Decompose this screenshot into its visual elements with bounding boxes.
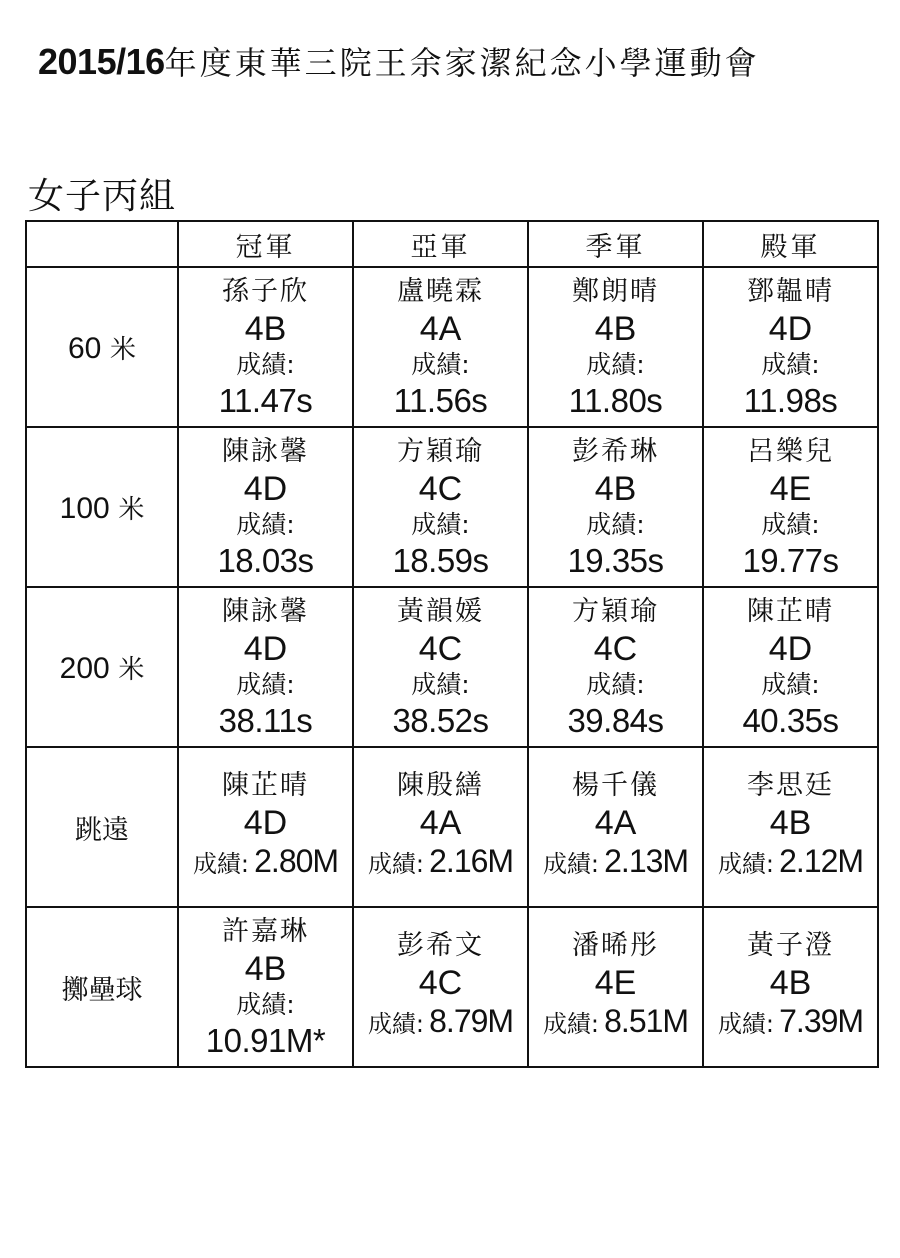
score-value: 8.51M — [604, 1003, 689, 1039]
winner-name: 李思廷 — [747, 770, 834, 801]
score-line — [353, 1002, 528, 1046]
header-row — [26, 221, 878, 267]
result-cell — [528, 907, 703, 1067]
score-value: 38.52s — [392, 702, 489, 739]
winner-name: 楊千儀 — [572, 770, 659, 801]
score-label: 成績: — [411, 510, 470, 539]
header-champion: 冠軍 — [178, 221, 353, 267]
event-row-200m — [26, 587, 878, 747]
result-cell — [703, 267, 878, 427]
event-distance: 100 — [59, 491, 110, 525]
winner-class: 4C — [418, 470, 463, 508]
title-year: 2015/16 — [38, 41, 165, 82]
winner-name: 盧曉霖 — [397, 276, 484, 307]
winner-name: 彭希文 — [397, 930, 484, 961]
winner-class: 4B — [244, 950, 287, 988]
header-second-runner-up: 季軍 — [528, 221, 703, 267]
score-label: 成績: — [761, 510, 820, 539]
event-name-60m — [26, 267, 178, 427]
winner-name: 方穎瑜 — [572, 596, 659, 627]
results-table — [25, 220, 879, 1068]
result-cell — [178, 267, 353, 427]
score-label: 成績: — [717, 850, 775, 878]
score-line — [178, 842, 353, 886]
score-value: 18.03s — [217, 542, 314, 579]
winner-class: 4C — [418, 630, 463, 668]
result-cell — [703, 747, 878, 907]
winner-name: 孫子欣 — [222, 276, 309, 307]
winner-class: 4D — [768, 630, 813, 668]
event-row-100m — [26, 427, 878, 587]
winner-class: 4B — [244, 310, 287, 348]
result-cell — [178, 427, 353, 587]
winner-name: 許嘉琳 — [222, 916, 309, 947]
result-cell — [703, 587, 878, 747]
winner-class: 4B — [769, 804, 812, 842]
score-label: 成績: — [586, 350, 645, 379]
score-value: 2.16M — [429, 843, 514, 879]
winner-name: 彭希琳 — [572, 436, 659, 467]
result-cell — [178, 587, 353, 747]
winner-class: 4B — [594, 310, 637, 348]
winner-name: 陳芷晴 — [222, 770, 309, 801]
score-label: 成績: — [411, 670, 470, 699]
event-name-softball-throw: 擲壘球 — [26, 907, 178, 1067]
score-label: 成績: — [717, 1010, 775, 1038]
result-cell — [528, 587, 703, 747]
result-cell — [178, 907, 353, 1067]
winner-name: 黃子澄 — [747, 930, 834, 961]
winner-class: 4D — [768, 310, 813, 348]
score-label: 成績: — [586, 670, 645, 699]
score-value: 40.35s — [742, 702, 839, 739]
winner-name: 陳芷晴 — [747, 596, 834, 627]
score-value: 18.59s — [392, 542, 489, 579]
score-value: 10.91M* — [205, 1022, 326, 1059]
result-cell — [353, 267, 528, 427]
score-value: 39.84s — [567, 702, 664, 739]
score-label: 成績: — [236, 510, 295, 539]
winner-class: 4A — [419, 310, 462, 348]
header-first-runner-up: 亞軍 — [353, 221, 528, 267]
page-title — [38, 38, 760, 93]
score-label: 成績: — [192, 850, 250, 878]
winner-class: 4D — [243, 470, 288, 508]
result-cell — [528, 267, 703, 427]
result-cell — [528, 427, 703, 587]
winner-class: 4C — [418, 964, 463, 1002]
winner-class: 4D — [243, 804, 288, 842]
score-value: 11.98s — [743, 382, 838, 419]
result-cell — [353, 427, 528, 587]
event-name-long-jump: 跳遠 — [26, 747, 178, 907]
result-cell — [528, 747, 703, 907]
winner-name: 陳詠馨 — [222, 436, 309, 467]
score-value: 11.56s — [393, 382, 488, 419]
result-cell — [703, 427, 878, 587]
result-cell — [703, 907, 878, 1067]
result-cell — [353, 907, 528, 1067]
score-value: 7.39M — [779, 1003, 864, 1039]
score-line — [528, 842, 703, 886]
event-unit: 米 — [118, 494, 145, 525]
score-value: 38.11s — [218, 702, 313, 739]
score-line — [528, 1002, 703, 1046]
winner-class: 4D — [243, 630, 288, 668]
winner-class: 4A — [419, 804, 462, 842]
score-value: 2.80M — [254, 843, 339, 879]
event-distance: 200 — [59, 651, 110, 685]
score-label: 成績: — [411, 350, 470, 379]
score-value: 8.79M — [429, 1003, 514, 1039]
winner-name: 潘晞彤 — [572, 930, 659, 961]
score-value: 11.80s — [568, 382, 663, 419]
event-row-long-jump — [26, 747, 878, 907]
event-unit: 米 — [109, 334, 136, 365]
group-title: 女子丙組 — [28, 176, 177, 217]
winner-class: 4E — [769, 470, 812, 508]
winner-name: 方穎瑜 — [397, 436, 484, 467]
winner-name: 呂樂兒 — [747, 436, 834, 467]
score-label: 成績: — [236, 670, 295, 699]
winner-name: 鄭朗晴 — [572, 276, 659, 307]
event-unit: 米 — [118, 654, 145, 685]
winner-class: 4C — [593, 630, 638, 668]
header-fourth-place: 殿軍 — [703, 221, 878, 267]
winner-class: 4B — [769, 964, 812, 1002]
result-cell — [178, 747, 353, 907]
winner-name: 鄧韞晴 — [747, 276, 834, 307]
score-value: 11.47s — [218, 382, 313, 419]
event-name-200m — [26, 587, 178, 747]
score-value: 19.35s — [567, 542, 664, 579]
winner-class: 4A — [594, 804, 637, 842]
score-label: 成績: — [761, 350, 820, 379]
title-text: 年度東華三院王余家潔紀念小學運動會 — [164, 44, 760, 82]
score-line — [703, 842, 878, 886]
score-line — [703, 1002, 878, 1046]
result-cell — [353, 747, 528, 907]
score-value: 2.13M — [604, 843, 689, 879]
winner-class: 4B — [594, 470, 637, 508]
score-label: 成績: — [542, 1010, 600, 1038]
score-label: 成績: — [236, 350, 295, 379]
score-label: 成績: — [367, 1010, 425, 1038]
score-value: 19.77s — [742, 542, 839, 579]
winner-class: 4E — [594, 964, 637, 1002]
score-value: 2.12M — [779, 843, 864, 879]
score-label: 成績: — [367, 850, 425, 878]
event-row-60m — [26, 267, 878, 427]
event-row-softball-throw — [26, 907, 878, 1067]
winner-name: 黃韻媛 — [397, 596, 484, 627]
score-label: 成績: — [236, 990, 295, 1019]
score-label: 成績: — [586, 510, 645, 539]
event-name-100m — [26, 427, 178, 587]
score-label: 成績: — [761, 670, 820, 699]
score-line — [353, 842, 528, 886]
score-label: 成績: — [542, 850, 600, 878]
winner-name: 陳詠馨 — [222, 596, 309, 627]
event-distance: 60 — [68, 331, 102, 365]
result-cell — [353, 587, 528, 747]
winner-name: 陳殷繕 — [397, 770, 484, 801]
header-corner-cell — [26, 221, 178, 267]
